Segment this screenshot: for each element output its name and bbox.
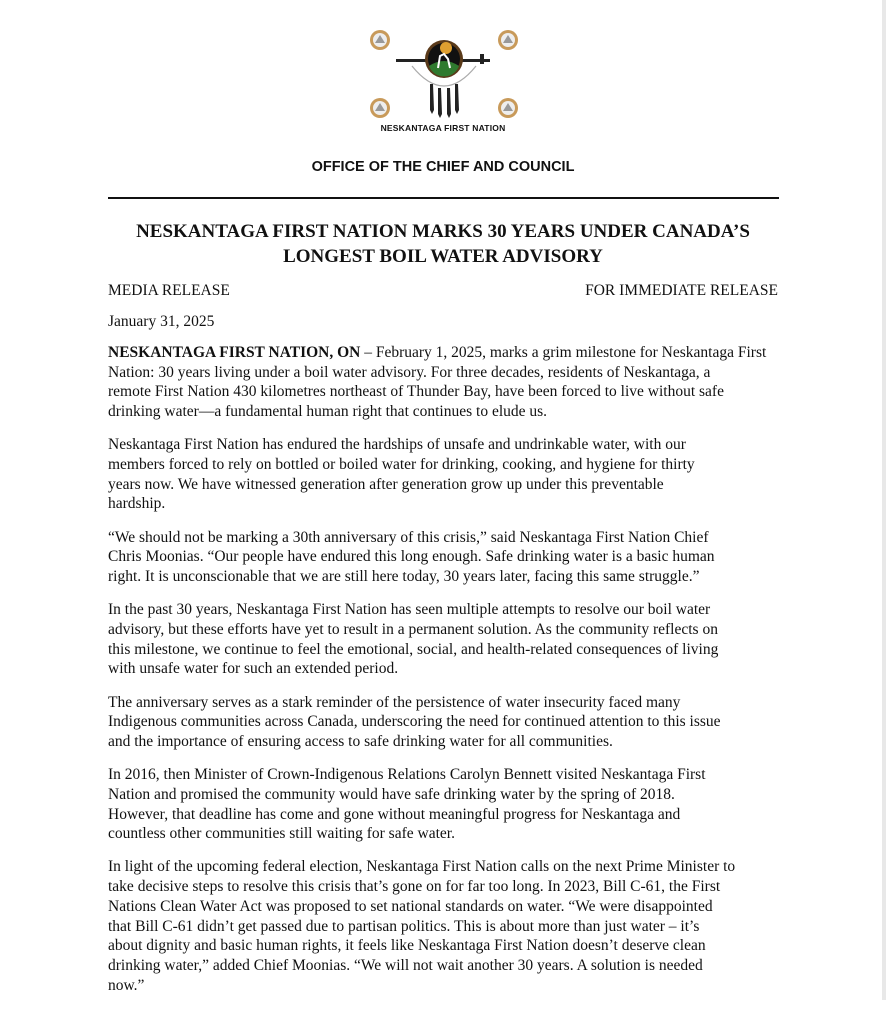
line-text: Nation: 30 years living under a boil water advisory. For three decades, residents of Neskantaga, a bbox=[108, 363, 711, 381]
release-timing: FOR IMMEDIATE RELEASE bbox=[585, 282, 778, 299]
text-line bbox=[108, 693, 788, 713]
line-text: In 2016, then Minister of Crown-Indigenous Relations Carolyn Bennett visited Neskantaga First bbox=[108, 766, 706, 784]
line-text: that Bill C-61 didn’t get passed due to partisan politics. This is about more than just water – it’s bbox=[108, 917, 700, 935]
divider bbox=[108, 197, 779, 199]
release-meta bbox=[108, 282, 778, 300]
text-line bbox=[108, 620, 788, 640]
body-text bbox=[108, 343, 788, 1009]
paragraph bbox=[108, 600, 788, 679]
paragraph bbox=[108, 693, 788, 752]
headline bbox=[100, 219, 786, 269]
text-line bbox=[108, 402, 788, 422]
text-line bbox=[108, 640, 788, 660]
text-line bbox=[108, 363, 788, 383]
text-line bbox=[108, 567, 788, 587]
line-text: However, that deadline has come and gone without meaningful progress for Neskantaga and bbox=[108, 805, 681, 823]
line-text: The anniversary serves as a stark reminder of the persistence of water insecurity faced many bbox=[108, 693, 681, 711]
headline-line: NESKANTAGA FIRST NATION MARKS 30 YEARS UNDER CANADA’S bbox=[136, 221, 750, 242]
organization-name: NESKANTAGA FIRST NATION bbox=[380, 123, 506, 133]
text-line bbox=[108, 600, 788, 620]
line-text: advisory, but these efforts have yet to result in a permanent solution. As the community reflects on bbox=[108, 620, 718, 638]
text-line bbox=[108, 659, 788, 679]
text-line bbox=[108, 956, 788, 976]
text-line bbox=[108, 824, 788, 844]
line-text: Chris Moonias. “Our people have endured this long enough. Safe drinking water is a basic human bbox=[108, 548, 715, 566]
page-edge bbox=[882, 0, 886, 1000]
text-line bbox=[108, 732, 788, 752]
line-text: about dignity and basic human rights, it feels like Neskantaga First Nation doesn’t deserve clean bbox=[108, 937, 706, 955]
paragraph bbox=[108, 765, 788, 844]
line-text: Indigenous communities across Canada, underscoring the need for continued attention to this issue bbox=[108, 713, 721, 731]
line-text: drinking water,” added Chief Moonias. “We will not wait another 30 years. A solution is needed bbox=[108, 956, 703, 974]
line-text: drinking water—a fundamental human right that continues to elude us. bbox=[108, 403, 548, 421]
release-type: MEDIA RELEASE bbox=[108, 282, 230, 299]
text-line bbox=[108, 435, 788, 455]
paragraph bbox=[108, 857, 788, 995]
neskantaga-logo bbox=[368, 26, 520, 138]
text-line bbox=[108, 547, 788, 567]
line-text: remote First Nation 430 kilometres northeast of Thunder Bay, have been forced to live without safe bbox=[108, 383, 724, 401]
line-text: hardship. bbox=[108, 495, 166, 513]
line-text: this milestone, we continue to feel the emotional, social, and health-related consequences of living bbox=[108, 640, 719, 658]
text-line bbox=[108, 765, 788, 785]
line-text: with unsafe water for such an extended period. bbox=[108, 660, 399, 678]
text-line bbox=[108, 805, 788, 825]
line-text: take decisive steps to resolve this crisis that’s gone on for far too long. In 2023, Bill C-61, the First bbox=[108, 878, 721, 896]
line-text: In light of the upcoming federal election, Neskantaga First Nation calls on the next Prime Minister to bbox=[108, 858, 736, 876]
paragraph bbox=[108, 343, 788, 422]
text-line bbox=[108, 494, 788, 514]
line-text: Nations Clean Water Act was proposed to set national standards on water. “We were disappointed bbox=[108, 897, 713, 915]
headline-line: LONGEST BOIL WATER ADVISORY bbox=[283, 246, 603, 267]
line-text: countless other communities still waiting for safe water. bbox=[108, 825, 455, 843]
line-text: members forced to rely on bottled or boiled water for drinking, cooking, and hygiene for thirty bbox=[108, 456, 695, 474]
text-line bbox=[108, 857, 788, 877]
line-text: now.” bbox=[108, 976, 145, 994]
text-line bbox=[108, 712, 788, 732]
text-line bbox=[108, 343, 788, 363]
text-line bbox=[108, 785, 788, 805]
line-text: – February 1, 2025, marks a grim milestone for Neskantaga First bbox=[364, 344, 767, 361]
dateline: NESKANTAGA FIRST NATION, ON bbox=[108, 344, 361, 361]
text-line bbox=[108, 382, 788, 402]
paragraph bbox=[108, 528, 788, 587]
line-text: In the past 30 years, Neskantaga First Nation has seen multiple attempts to resolve our boil water bbox=[108, 601, 711, 619]
text-line bbox=[108, 936, 788, 956]
release-date: January 31, 2025 bbox=[108, 313, 215, 330]
line-text: Nation and promised the community would have safe drinking water by the spring of 2018. bbox=[108, 785, 675, 803]
text-line bbox=[108, 528, 788, 548]
line-text: years now. We have witnessed generation after generation grow up under this preventable bbox=[108, 475, 664, 493]
line-text: “We should not be marking a 30th anniversary of this crisis,” said Neskantaga First Nation Chief bbox=[108, 528, 709, 546]
text-line bbox=[108, 877, 788, 897]
text-line bbox=[108, 455, 788, 475]
text-line bbox=[108, 475, 788, 495]
line-text: right. It is unconscionable that we are still here today, 30 years later, facing this same struggle.” bbox=[108, 568, 700, 586]
paragraph bbox=[108, 435, 788, 514]
text-line bbox=[108, 976, 788, 996]
line-text: Neskantaga First Nation has endured the hardships of unsafe and undrinkable water, with our bbox=[108, 436, 686, 454]
text-line bbox=[108, 917, 788, 937]
line-text: and the importance of ensuring access to safe drinking water for all communities. bbox=[108, 732, 613, 750]
text-line bbox=[108, 897, 788, 917]
office-heading: OFFICE OF THE CHIEF AND COUNCIL bbox=[311, 159, 575, 175]
